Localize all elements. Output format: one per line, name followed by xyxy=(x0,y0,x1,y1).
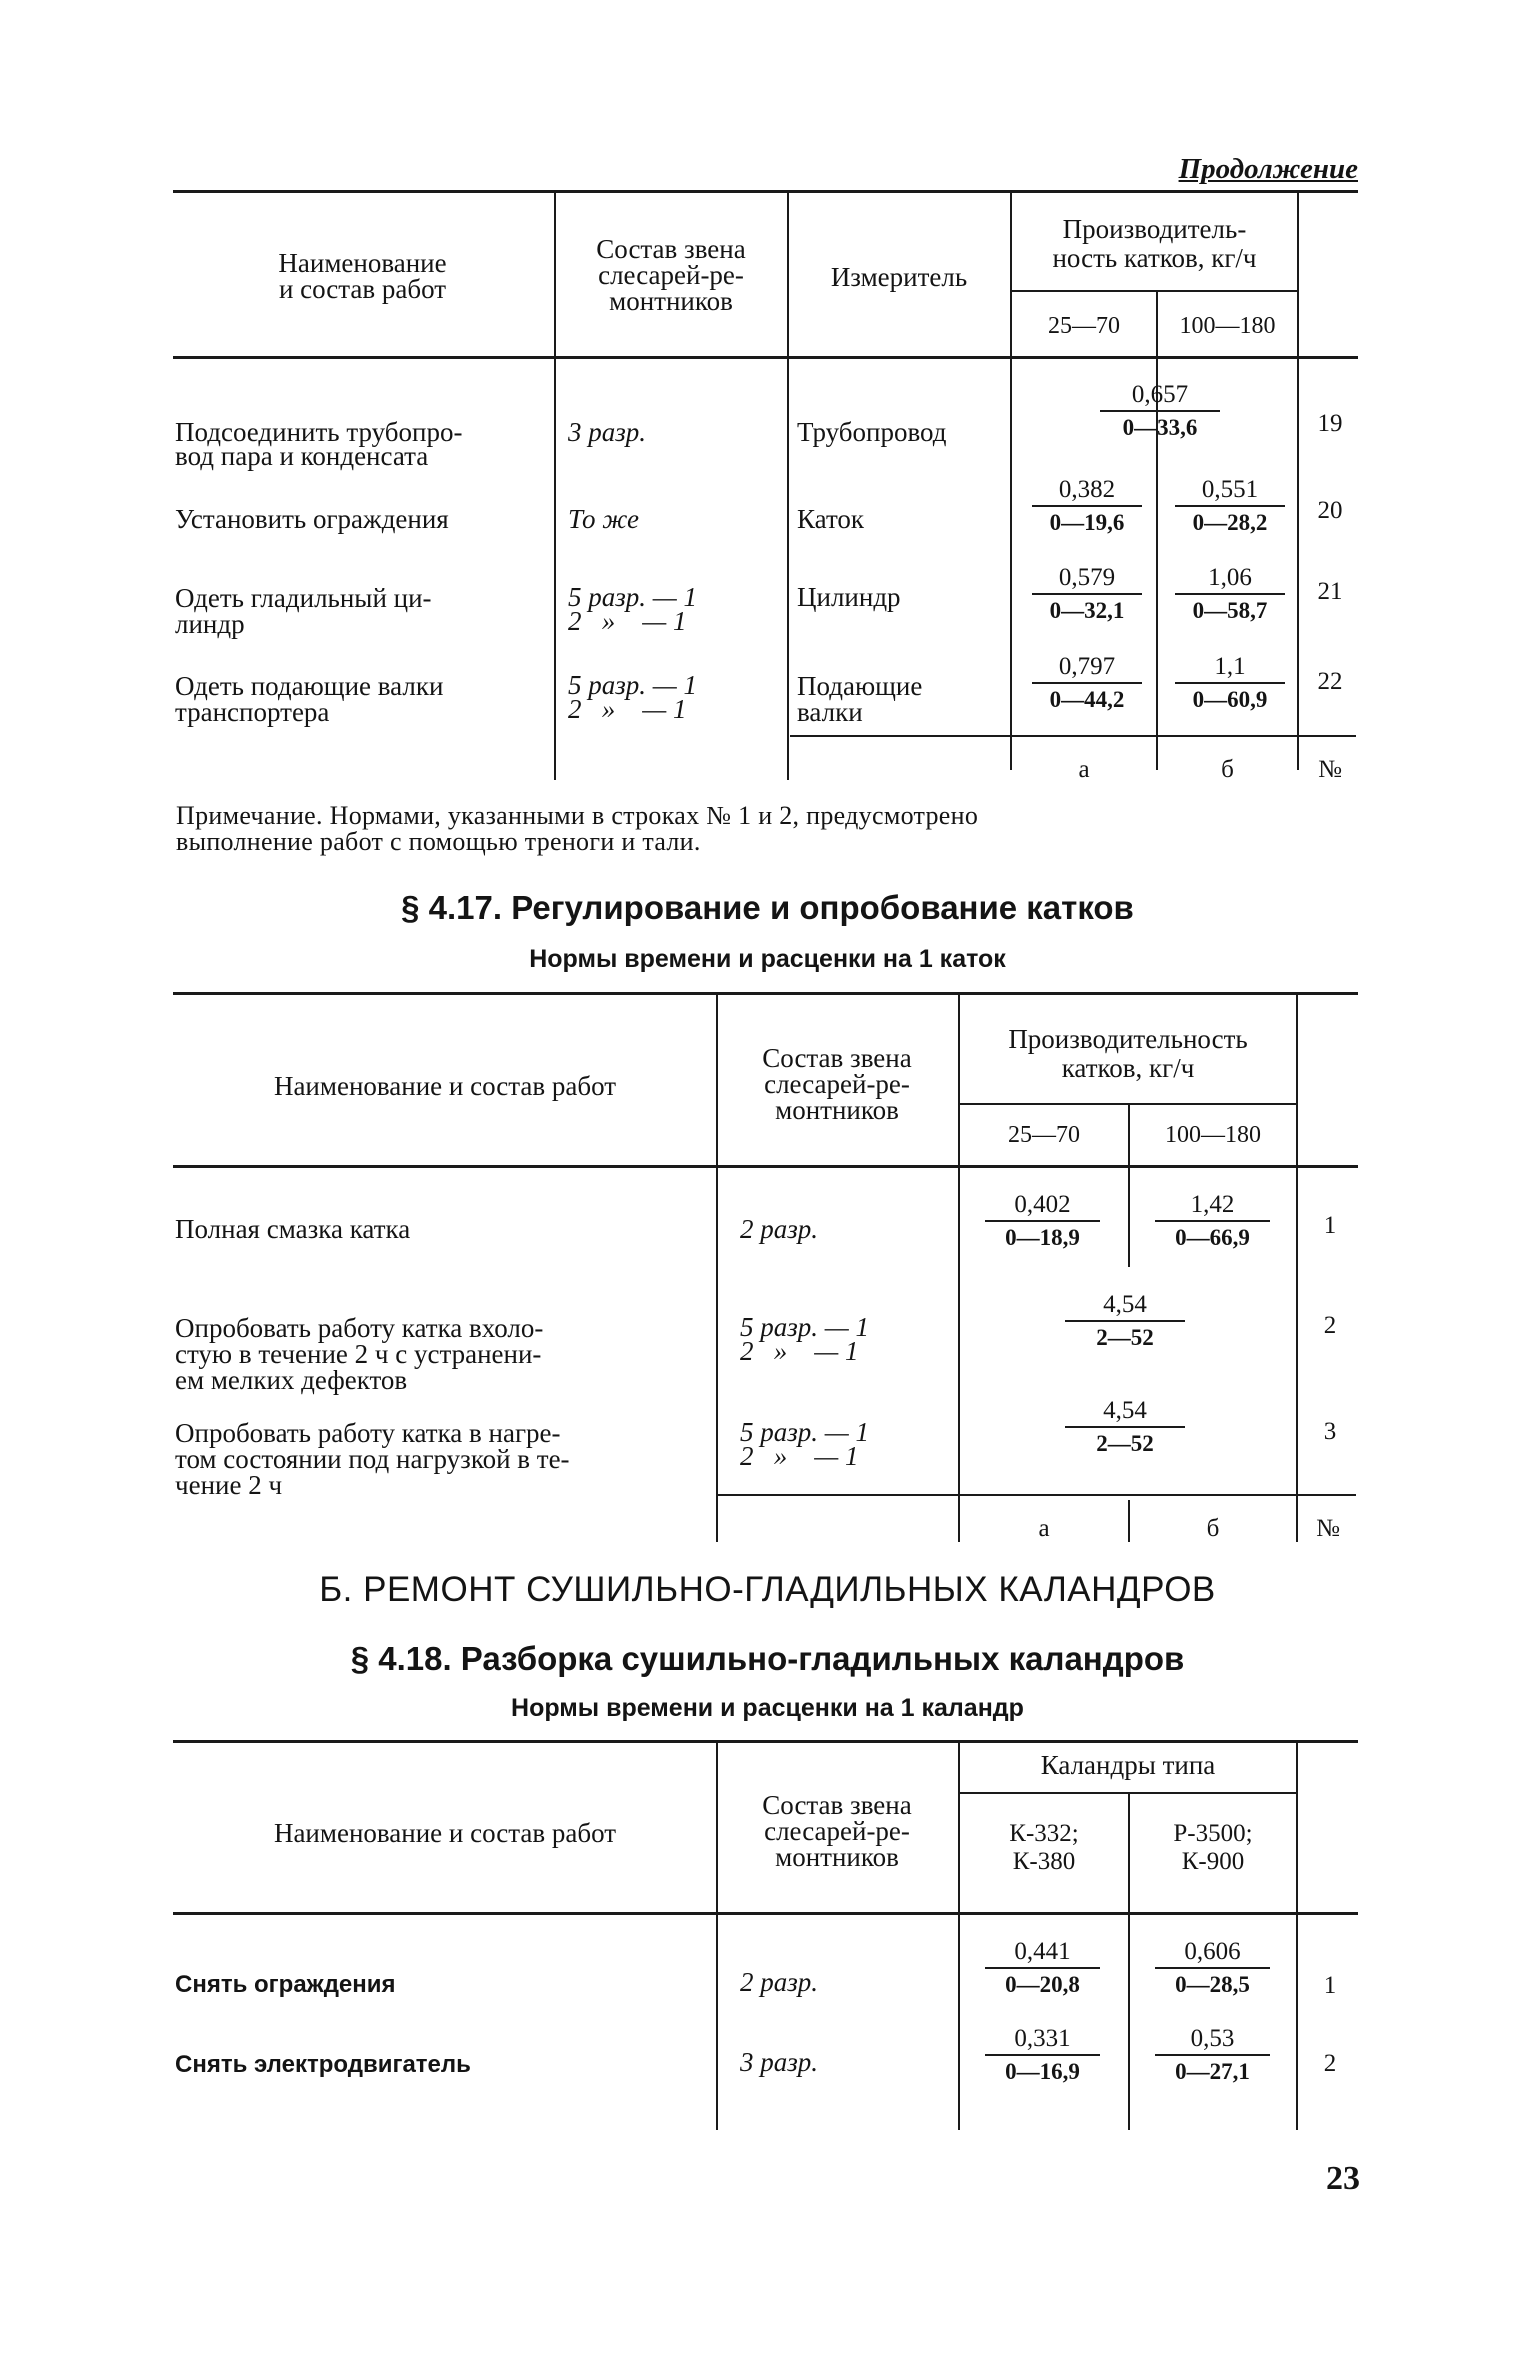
header-name: Наименование и состав работ xyxy=(273,1071,617,1101)
row-number: 2 xyxy=(1323,2050,1337,2077)
crew: 5 разр. — 1 2 » — 1 xyxy=(568,670,698,724)
page-number: 23 xyxy=(1326,2160,1360,2197)
price: 0—27,1 xyxy=(1155,2054,1270,2086)
header-crew: Состав звена слесарей-ре- монтников xyxy=(596,234,746,316)
work-name: Установить ограждения xyxy=(175,504,449,534)
header-col-b: 100—180 xyxy=(1179,313,1276,339)
time-norm: 0,441 xyxy=(1014,1938,1071,1965)
footer-number: № xyxy=(1316,1515,1340,1542)
price: 0—60,9 xyxy=(1175,682,1285,714)
row-number: 20 xyxy=(1317,497,1343,524)
price: 2—52 xyxy=(1065,1320,1185,1352)
time-norm: 0,53 xyxy=(1190,2025,1235,2052)
header-unit: Измеритель xyxy=(830,262,968,292)
header-col-a: 25—70 xyxy=(1048,313,1120,339)
time-norm: 0,606 xyxy=(1184,1938,1241,1965)
time-norm: 0,797 xyxy=(1058,653,1116,680)
rate-merged xyxy=(1100,380,1220,442)
row-number: 1 xyxy=(1323,1972,1337,1999)
work-name: Одеть гладильный ци- линдр xyxy=(175,583,432,639)
price: 2—52 xyxy=(1065,1426,1185,1458)
price: 0—33,6 xyxy=(1100,410,1220,442)
time-norm: 0,382 xyxy=(1058,476,1116,503)
unit: Цилиндр xyxy=(797,582,901,612)
time-norm: 0,551 xyxy=(1201,476,1259,503)
price: 0—66,9 xyxy=(1155,1220,1270,1252)
price: 0—28,5 xyxy=(1155,1967,1270,1999)
unit: Каток xyxy=(797,504,864,534)
rate-merged xyxy=(1065,1396,1185,1458)
header-col-b: 100—180 xyxy=(1165,1122,1261,1148)
header-crew: Состав звена слесарей-ре- монтников xyxy=(762,1790,912,1872)
rate-a xyxy=(985,1937,1100,1999)
header-crew: Состав звена слесарей-ре- монтников xyxy=(762,1043,912,1125)
rate-b xyxy=(1155,2024,1270,2086)
crew: 5 разр. — 1 2 » — 1 xyxy=(568,582,698,636)
crew: То же xyxy=(568,504,640,534)
header-col-a: 25—70 xyxy=(1008,1122,1080,1148)
row-number: 21 xyxy=(1317,578,1343,605)
crew: 3 разр. xyxy=(568,417,647,447)
rate-a xyxy=(1032,652,1142,714)
work-name: Опробовать работу катка вхоло- стую в течение 2 ч с устранени- ем мелких дефектов xyxy=(175,1313,544,1395)
price: 0—18,9 xyxy=(985,1220,1100,1252)
work-name: Снять ограждения xyxy=(175,1971,396,1998)
crew: 3 разр. xyxy=(740,2047,819,2077)
time-norm: 4,54 xyxy=(1103,1397,1147,1424)
price: 0—19,6 xyxy=(1032,505,1142,537)
price: 0—44,2 xyxy=(1032,682,1142,714)
header-productivity: Производитель- ность катков, кг/ч xyxy=(1052,214,1257,273)
work-name: Снять электродвигатель xyxy=(175,2051,471,2078)
footer-col-a: а xyxy=(1078,756,1090,783)
footer-col-b: б xyxy=(1206,1515,1220,1542)
table-note: Примечание. Нормами, указанными в строках № 1 и 2, предусмотрено выполнение работ с помощью треноги и тали. xyxy=(176,801,979,856)
work-name: Полная смазка катка xyxy=(175,1214,411,1244)
time-norm: 1,42 xyxy=(1190,1191,1235,1218)
price: 0—20,8 xyxy=(985,1967,1100,1999)
unit: Подающие валки xyxy=(797,671,923,727)
work-name: Одеть подающие валки транспортера xyxy=(175,671,444,727)
header-col-b: Р-3500; К-900 xyxy=(1173,1820,1253,1875)
time-norm: 0,657 xyxy=(1131,381,1189,408)
header-calender-type: Каландры типа xyxy=(1040,1750,1216,1780)
part-b-heading: Б. РЕМОНТ СУШИЛЬНО-ГЛАДИЛЬНЫХ КАЛАНДРОВ xyxy=(319,1570,1216,1609)
time-norm: 0,331 xyxy=(1014,2025,1071,2052)
rate-a xyxy=(985,1190,1100,1252)
row-number: 22 xyxy=(1317,668,1343,695)
time-norm: 4,54 xyxy=(1103,1291,1147,1318)
header-col-a: К-332; К-380 xyxy=(1009,1820,1079,1875)
header-name: Наименование и состав работ xyxy=(278,248,447,304)
crew: 5 разр. — 1 2 » — 1 xyxy=(740,1417,870,1471)
continuation-label: Продолжение xyxy=(1178,153,1358,185)
rate-b xyxy=(1175,563,1285,625)
row-number: 3 xyxy=(1323,1418,1337,1445)
footer-number: № xyxy=(1318,756,1342,783)
rate-b xyxy=(1175,652,1285,714)
rate-a xyxy=(1032,475,1142,537)
price: 0—28,2 xyxy=(1175,505,1285,537)
section-4-18-title: § 4.18. Разборка сушильно-гладильных каландров xyxy=(350,1640,1185,1677)
time-norm: 1,1 xyxy=(1214,653,1246,680)
row-number: 19 xyxy=(1317,410,1343,437)
crew: 5 разр. — 1 2 » — 1 xyxy=(740,1312,870,1366)
time-norm: 1,06 xyxy=(1208,564,1252,591)
time-norm: 0,402 xyxy=(1014,1191,1071,1218)
footer-col-a: а xyxy=(1038,1515,1050,1542)
crew: 2 разр. xyxy=(740,1967,819,1997)
row-number: 1 xyxy=(1323,1212,1337,1239)
row-number: 2 xyxy=(1323,1312,1337,1339)
time-norm: 0,579 xyxy=(1058,564,1116,591)
price: 0—16,9 xyxy=(985,2054,1100,2086)
price: 0—32,1 xyxy=(1032,593,1142,625)
rate-merged xyxy=(1065,1290,1185,1352)
section-4-18-subtitle: Нормы времени и расценки на 1 каландр xyxy=(511,1694,1024,1722)
price: 0—58,7 xyxy=(1175,593,1285,625)
crew: 2 разр. xyxy=(740,1214,819,1244)
unit: Трубопровод xyxy=(797,417,947,447)
header-productivity: Производительность катков, кг/ч xyxy=(1008,1024,1248,1083)
footer-col-b: б xyxy=(1221,756,1234,783)
rate-b xyxy=(1155,1937,1270,1999)
rate-a xyxy=(1032,563,1142,625)
work-name: Опробовать работу катка в нагре- том состоянии под нагрузкой в те- чение 2 ч xyxy=(175,1418,570,1500)
work-name: Подсоединить трубопро- вод пара и конденсата xyxy=(175,417,463,471)
header-name: Наименование и состав работ xyxy=(273,1818,617,1848)
rate-b xyxy=(1175,475,1285,537)
rate-b xyxy=(1155,1190,1270,1252)
rate-a xyxy=(985,2024,1100,2086)
section-4-17-title: § 4.17. Регулирование и опробование катков xyxy=(401,889,1134,926)
section-4-17-subtitle: Нормы времени и расценки на 1 каток xyxy=(529,945,1006,973)
